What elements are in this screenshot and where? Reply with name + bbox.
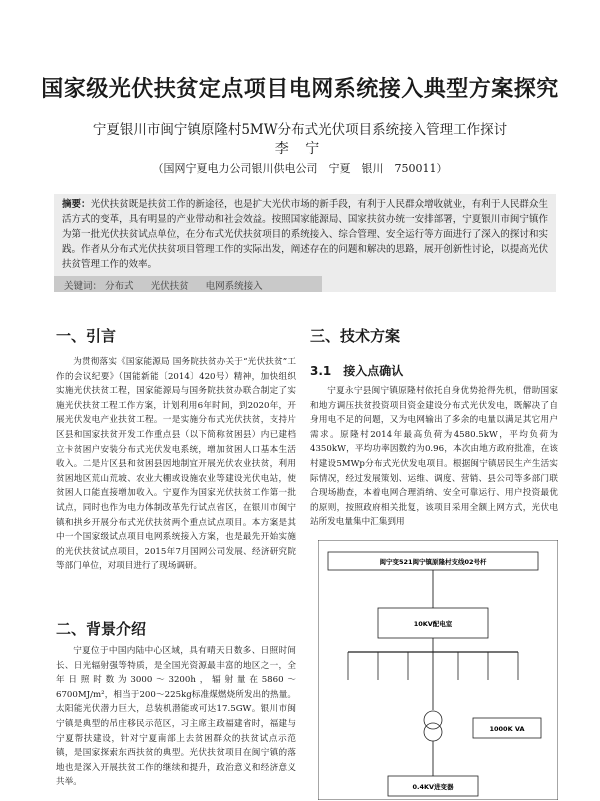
transformer-label: 1000K VA bbox=[489, 725, 525, 733]
grid-connection-diagram bbox=[318, 540, 558, 800]
transformer-winding-1 bbox=[424, 711, 442, 729]
switchroom-label: 10KV配电室 bbox=[413, 620, 453, 628]
background-paragraph: 宁夏位于中国内陆中心区域，具有晴天日数多、日照时间长、日光辐射强等特质，是全国光资源最丰富的地区之一，全年日照时数为3000～3200h，辐射量在5860～6700MJ/m²，相当于200～225kg标准煤燃烧所发出的热量。太阳能光伏潜力巨大，总装机潜能或可达17.5GW。银川市闽宁镇是典型的吊庄移民示范区，习主席主政福建省时，福建与宁夏帮扶建设，针对宁夏南部上去贫困群众的扶贫试点示范镇，是国家探索东西扶贫的典型。光伏扶贫项目在闽宁镇的落地也是深入开展扶贫工作的继续和提升，政治意义和经济意义共举。 bbox=[56, 646, 296, 788]
section-heading-intro: 一、引言 bbox=[56, 327, 117, 345]
paper-title: 国家级光伏扶贫定点项目电网系统接入典型方案探究 bbox=[41, 77, 559, 102]
keyword: 分布式 bbox=[105, 281, 134, 292]
author-name: 李 宁 bbox=[274, 141, 326, 157]
keywords-label: 关键词： bbox=[64, 281, 103, 292]
section-heading-background: 二、背景介绍 bbox=[56, 620, 147, 638]
transformer-winding-2 bbox=[424, 723, 442, 741]
abstract-text: 光伏扶贫既是扶贫工作的新途径，也是扩大光伏市场的新手段，有利于人民群众增收就业，有利于人民群众生活方式的变革，具有明显的产业带动和社会效益。按照国家能源局、国家扶贫办统一安排部署，宁夏银川市闽宁镇作为第一批光伏扶贫试点单位，在分布式光伏扶贫项目的系统接入、综合管理、安全运行等方面进行了深入的探讨和实践。作者从分布式光伏扶贫项目管理工作的实际出发，阐述存在的问题和解决的思路，展开创新性讨论，以提高光伏扶贫管理工作的效率。 bbox=[62, 199, 548, 270]
tech-paragraph: 宁夏永宁县闽宁镇原隆村依托自身优势抢得先机，借助国家和地方调压扶贫投资项目资金建设分布式光伏发电，既解决了自身用电不足的问题，又为电网输出了多余的电量以满足其它用户需求。原隆村2014年最高负荷为4580.5kW，平均负荷为4350kW，平均功率因数约为0.96，本次由地方政府批准，在该村建设5MWp分布式光伏发电项目。根据闽宁镇居民生产生活实际情况，经过发展策划、运维、调度、营销、县公司等多部门联合现场勘查，本着电网合理消纳、安全可靠运行、用户投资最优的原则，按照政府相关批复，该项目采用全额上网方式，光伏电站所发电量集中汇集到用 bbox=[310, 386, 558, 528]
author-affiliation: （国网宁夏电力公司银川供电公司 宁夏 银川 750011） bbox=[152, 162, 448, 175]
paper-subtitle: 宁夏银川市闽宁镇原隆村5MW分布式光伏项目系统接入管理工作探讨 bbox=[92, 122, 508, 138]
feeder-label: 闽宁变521闽宁镇原隆村支线02号杆 bbox=[379, 558, 487, 566]
abstract bbox=[62, 197, 548, 272]
intro-paragraph: 为贯彻落实《国家能源局 国务院扶贫办关于“光伏扶贫”工作的会议纪要》（国能新能〔2014〕420号）精神，加快组织实施光伏扶贫工程，国家能源局与国务院扶贫办联合制定了实施光伏扶贫工程工作方案，计划利用6年时间，到2020年，开展光伏发电产业扶贫工程。一是实施分布式光伏扶贫，支持片区县和国家扶贫开发工作重点县（以下简称贫困县）内已建档立卡贫困户安装分布式光伏发电系统，增加贫困人口基本生活收入。二是片区县和贫困县因地制宜开展光伏农业扶贫，利用贫困地区荒山荒坡、农业大棚或设施农业等建设光伏电站，使贫困人口能直接增加收入。宁夏作为国家光伏扶贫工作第一批试点，同时也作为电力体制改革先行试点省区，在银川市闽宁镇和拱乡开展分布式光伏扶贫两个重点试点项目。本方案是其中一个国家级试点项目电网系统接入方案，也是最先开始实施的光伏扶贫试点项目，2015年7月国网公司发展、经济研究院等部门单位，对项目进行了现场调研。 bbox=[56, 357, 296, 572]
subsection-heading: 3.1 接入点确认 bbox=[310, 364, 404, 378]
lv-box-label: 0.4KV进变器 bbox=[412, 783, 454, 791]
diagram-frame bbox=[318, 540, 558, 800]
keywords bbox=[64, 278, 277, 292]
keyword: 电网系统接入 bbox=[205, 281, 263, 292]
keyword: 光伏扶贫 bbox=[150, 281, 189, 292]
section-heading-tech: 三、技术方案 bbox=[310, 327, 401, 345]
abstract-label: 摘要： bbox=[62, 199, 91, 210]
